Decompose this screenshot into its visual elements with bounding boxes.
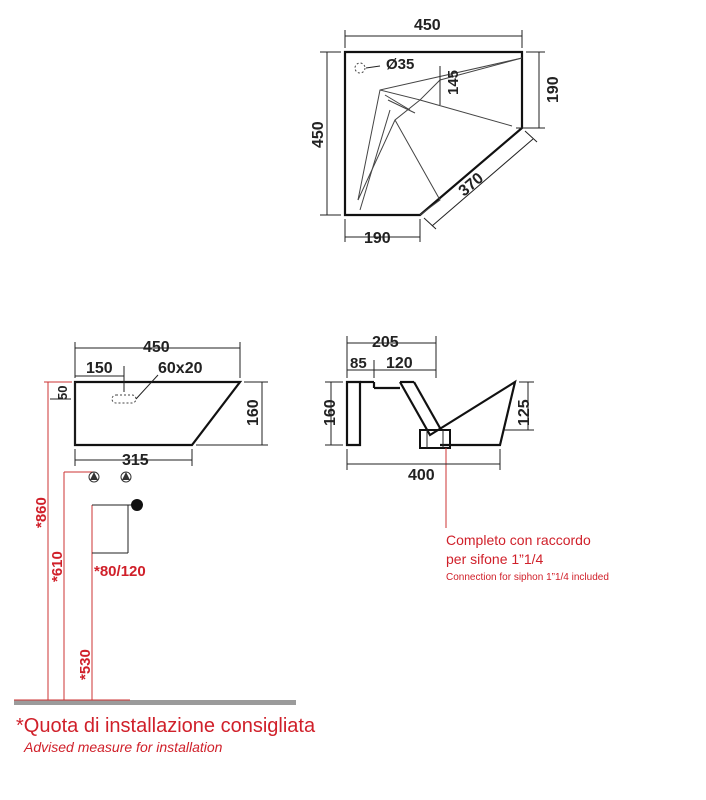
footer-subtitle: Advised measure for installation xyxy=(24,739,223,755)
dim-front-bottom: 315 xyxy=(122,452,149,469)
dim-install-range: *80/120 xyxy=(94,563,146,580)
dim-install-530: *530 xyxy=(77,649,94,680)
dim-top-right: 190 xyxy=(545,76,562,103)
side-basin-profile xyxy=(400,382,515,445)
siphon-note-line1: Completo con raccordo xyxy=(446,532,591,548)
dim-install-610: *610 xyxy=(49,551,66,582)
dim-side-height: 160 xyxy=(322,399,339,426)
front-view xyxy=(50,339,268,469)
dim-top-height: 450 xyxy=(310,121,327,148)
side-left-wall xyxy=(347,382,360,445)
dim-front-offset: 150 xyxy=(86,360,113,377)
top-view xyxy=(310,17,562,247)
floor-line xyxy=(14,700,296,705)
dim-top-inner: 145 xyxy=(445,69,462,95)
dim-front-height: 160 xyxy=(245,399,262,426)
siphon-note-line3: Connection for siphon 1”1/4 included xyxy=(446,572,609,583)
dim-top-width: 450 xyxy=(414,17,441,34)
siphon-note xyxy=(446,532,609,583)
dim-top-bottom: 190 xyxy=(364,230,391,247)
dim-hole: Ø35 xyxy=(386,56,415,73)
footer-title: *Quota di installazione consigliata xyxy=(16,715,316,737)
dim-top-diagonal: 370 xyxy=(455,169,488,201)
siphon-note-line2: per sifone 1”1/4 xyxy=(446,551,544,567)
side-view xyxy=(322,334,534,528)
dim-front-slot: 60x20 xyxy=(158,360,203,377)
front-view-outline xyxy=(75,382,240,445)
dim-side-right-height: 125 xyxy=(516,399,533,426)
dim-front-top-margin: 50 xyxy=(55,385,70,400)
dim-front-width: 450 xyxy=(143,339,170,356)
dim-side-left-wall: 85 xyxy=(350,355,367,372)
overflow-slot-icon xyxy=(112,395,136,403)
dim-side-top-width: 205 xyxy=(372,334,399,351)
dim-install-860: *860 xyxy=(33,497,50,528)
drain-point-icon xyxy=(131,499,143,511)
dim-side-inner: 120 xyxy=(386,355,413,372)
tap-hole-icon xyxy=(355,63,365,73)
footer xyxy=(16,715,316,755)
installation-heights xyxy=(14,382,296,705)
dim-side-bottom: 400 xyxy=(408,467,435,484)
